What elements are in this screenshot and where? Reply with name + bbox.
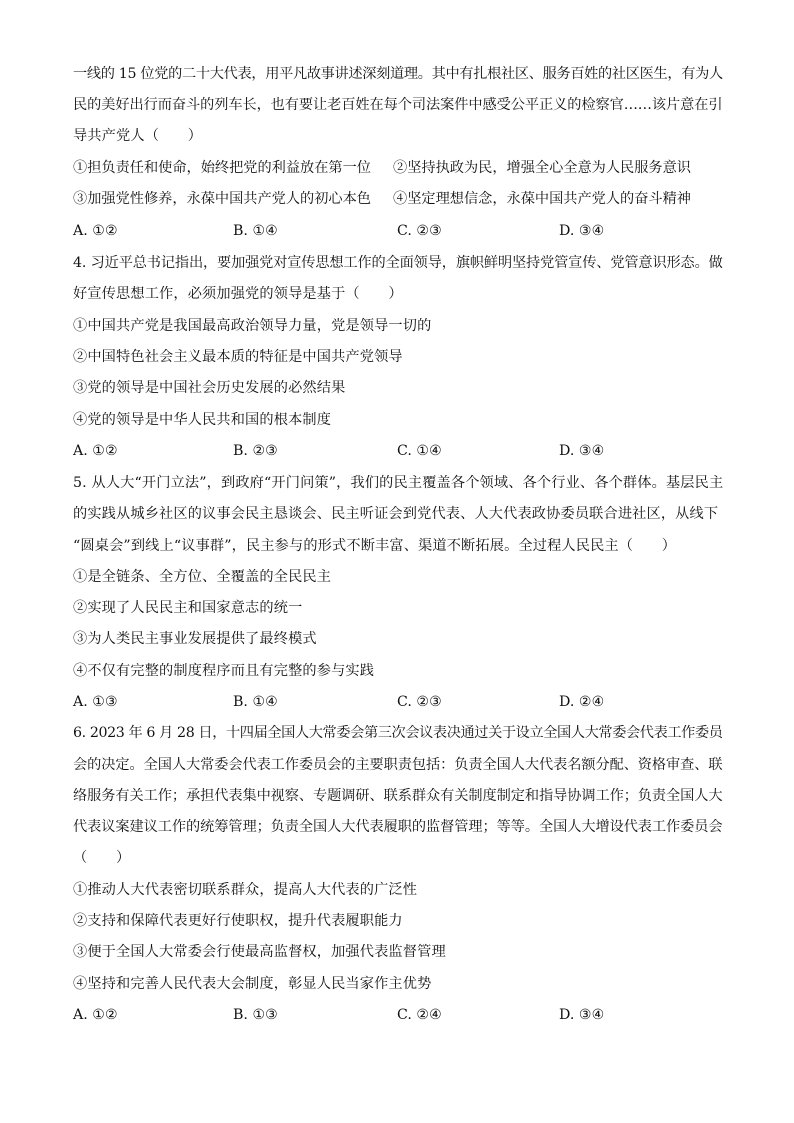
q3-stem-line-2: 民的美好出行而奋斗的列车长，也有要让老百姓在每个司法案件中感受公平正义的检察官……该片意在引 [73, 97, 723, 113]
q5-option-a[interactable]: A. ①③ [73, 694, 118, 710]
q6-options [73, 1005, 733, 1025]
q6-option-b[interactable]: B. ①③ [233, 1007, 278, 1023]
q6-option-c[interactable]: C. ②④ [397, 1007, 442, 1023]
q6-option-d[interactable]: D. ③④ [559, 1007, 605, 1023]
q4-option-d[interactable]: D. ③④ [559, 443, 605, 459]
q5-stem-line-3: “圆桌会”到线上“议事群”，民主参与的形式不断丰富、渠道不断拓展。全过程人民民主（ ） [73, 538, 677, 554]
q5-option-b[interactable]: B. ①④ [233, 694, 278, 710]
q6-statement-3: ③便于全国人大常委会行使最高监督权，加强代表监督管理 [73, 944, 446, 960]
q3-statement-3: ③加强党性修养，永葆中国共产党人的初心本色 [73, 191, 371, 207]
q3-stem-line-3: 导共产党人（ ） [73, 128, 203, 144]
q5-statement-4: ④不仅有完整的制度程序而且有完整的参与实践 [73, 663, 375, 679]
q4-statement-1: ①中国共产党是我国最高政治领导力量，党是领导一切的 [73, 318, 432, 334]
q6-statement-2: ②支持和保障代表更好行使职权，提升代表履职能力 [73, 913, 403, 929]
q4-option-c[interactable]: C. ①④ [397, 443, 442, 459]
q3-statement-2: ②坚持执政为民，增强全心全意为人民服务意识 [393, 160, 691, 176]
q4-stem-line-1: 4. 习近平总书记指出，要加强党对宣传思想工作的全面领导，旗帜鲜明坚持党管宣传、党管意识形态。做 [73, 255, 723, 271]
q5-statement-3: ③为人类民主事业发展提供了最终模式 [73, 631, 317, 647]
q5-statement-1: ①是全链条、全方位、全覆盖的全民民主 [73, 569, 332, 585]
q4-option-a[interactable]: A. ①② [73, 443, 118, 459]
q3-option-d[interactable]: D. ③④ [559, 223, 605, 239]
q3-option-c[interactable]: C. ②③ [397, 223, 442, 239]
q3-option-b[interactable]: B. ①④ [233, 223, 278, 239]
q3-option-a[interactable]: A. ①② [73, 223, 118, 239]
q3-statements-row-1 [73, 158, 733, 178]
q4-statement-3: ③党的领导是中国社会历史发展的必然结果 [73, 380, 346, 396]
q3-statements-row-2 [73, 189, 733, 209]
q4-stem-line-2: 好宣传思想工作，必须加强党的领导是基于（ ） [73, 286, 403, 302]
q6-option-a[interactable]: A. ①② [73, 1007, 118, 1023]
q6-stem-line-1: 6. 2023 年 6 月 28 日，十四届全国人大常委会第三次会议表决通过关于设立全国人大常委会代表工作委员 [73, 725, 723, 741]
q6-stem-line-3: 络服务有关工作；承担代表集中视察、专题调研、联系群众有关制度制定和指导协调工作；负责全国人大 [73, 788, 723, 804]
q5-stem-line-2: 的实践从城乡社区的议事会民主恳谈会、民主听证会到党代表、人大代表政协委员联合进社区，从线下 [73, 506, 719, 522]
q5-option-d[interactable]: D. ②④ [559, 694, 605, 710]
q6-statement-4: ④坚持和完善人民代表大会制度，彰显人民当家作主优势 [73, 976, 432, 992]
q5-stem-line-1: 5. 从人大“开门立法”，到政府“开门问策”，我们的民主覆盖各个领域、各个行业、各个群体。基层民主 [73, 475, 724, 491]
q6-statement-1: ①推动人大代表密切联系群众，提高人大代表的广泛性 [73, 882, 418, 898]
q5-statement-2: ②实现了人民民主和国家意志的统一 [73, 600, 303, 616]
q3-stem-line-1: 一线的 15 位党的二十大代表，用平凡故事讲述深刻道理。其中有扎根社区、服务百姓的社区医生，有为人 [73, 66, 723, 82]
q5-options [73, 692, 733, 712]
q4-options [73, 441, 733, 461]
q4-option-b[interactable]: B. ②③ [233, 443, 278, 459]
q6-stem-line-2: 会的决定。全国人大常委会代表工作委员会的主要职责包括：负责全国人大代表名额分配、资格审查、联 [73, 757, 723, 773]
q6-stem-line-4: 代表议案建议工作的统筹管理；负责全国人大代表履职的监督管理；等等。全国人大增设代表工作委员会 [73, 819, 723, 835]
q4-statement-4: ④党的领导是中华人民共和国的根本制度 [73, 412, 332, 428]
q3-options [73, 221, 733, 241]
q5-option-c[interactable]: C. ②③ [397, 694, 442, 710]
q4-statement-2: ②中国特色社会主义最本质的特征是中国共产党领导 [73, 349, 403, 365]
q3-statement-4: ④坚定理想信念，永葆中国共产党人的奋斗精神 [393, 191, 691, 207]
q3-statement-1: ①担负责任和使命，始终把党的利益放在第一位 [73, 160, 371, 176]
q6-stem-line-5: （ ） [73, 850, 131, 866]
